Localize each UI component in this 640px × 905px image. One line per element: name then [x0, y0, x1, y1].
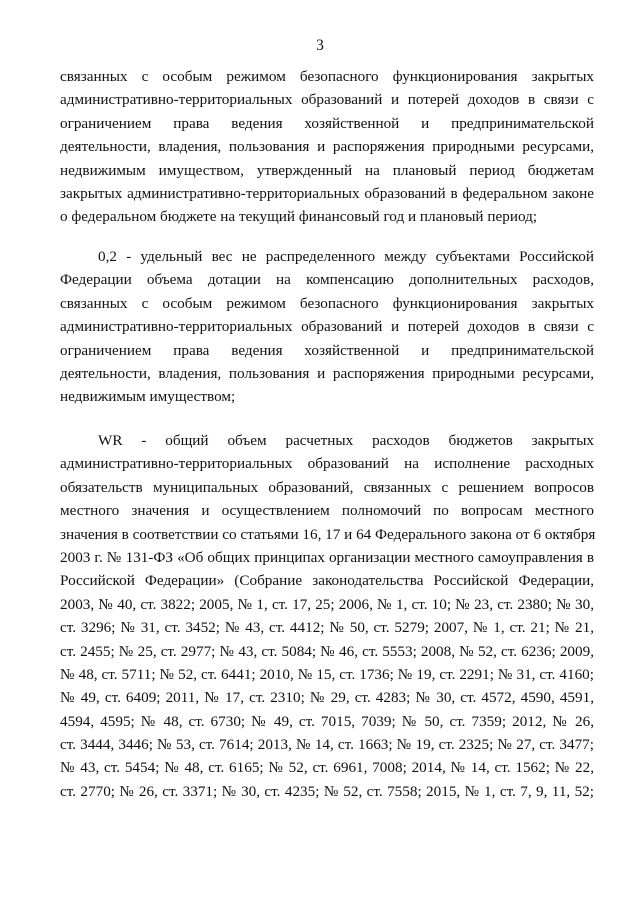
- text-line: административно-территориальных образований и потерей доходов в связи с: [60, 91, 594, 109]
- paragraph-1: [60, 65, 594, 229]
- text-line: № 43, ст. 5454; № 48, ст. 6165; № 52, ст. 6961, 7008; 2014, № 14, ст. 1562; № 22,: [60, 759, 594, 777]
- text-line: административно-территориальных образований на исполнение расходных: [60, 455, 594, 473]
- text-line: ограничением права ведения хозяйственной и предпринимательской: [60, 114, 594, 132]
- text-line: связанных с особым режимом безопасного функционирования закрытых: [60, 68, 594, 85]
- text-line: о федеральном бюджете на текущий финансовый год и плановый период;: [60, 208, 538, 226]
- text-line: недвижимым имуществом, утвержденный на плановый период бюджетам: [60, 161, 594, 179]
- text-line: 0,2 - удельный вес не распределенного между субъектами Российской: [98, 248, 594, 265]
- text-line: ст. 2770; № 26, ст. 3371; № 30, ст. 4235; № 52, ст. 7558; 2015, № 1, ст. 7, 9, 11, 52;: [60, 782, 594, 800]
- text-line: ст. 2455; № 25, ст. 2977; № 43, ст. 5084; № 46, ст. 5553; 2008, № 52, ст. 6236; 2009,: [60, 642, 594, 660]
- text-line: местного значения и осуществлением полномочий по вопросам местного: [60, 502, 594, 520]
- text-line: 4594, 4595; № 48, ст. 6730; № 49, ст. 7015, 7039; № 50, ст. 7359; 2012, № 26,: [60, 712, 594, 730]
- text-line: Российской Федерации» (Собрание законодательства Российской Федерации,: [60, 572, 594, 590]
- text-line: обязательств муниципальных образований, связанных с решением вопросов: [60, 478, 594, 496]
- text-line: административно-территориальных образований и потерей доходов в связи с: [60, 318, 594, 336]
- paragraph-3: [60, 429, 594, 803]
- text-line: закрытых административно-территориальных образований в федеральном законе: [60, 184, 594, 202]
- text-line: связанных с особым режимом безопасного функционирования закрытых: [60, 294, 594, 312]
- text-line: Федерации объема дотации на компенсацию дополнительных расходов,: [60, 271, 594, 289]
- text-line: 2003 г. № 131-ФЗ «Об общих принципах организации местного самоуправления в: [60, 548, 594, 566]
- text-line: № 48, ст. 5711; № 52, ст. 6441; 2010, № 15, ст. 1736; № 19, ст. 2291; № 31, ст. 4160;: [60, 665, 594, 683]
- paragraph-2: [60, 245, 594, 409]
- text-line: деятельности, владения, пользования и распоряжения природными ресурсами,: [60, 138, 594, 156]
- text-line: значения в соответствии со статьями 16, 17 и 64 Федерального закона от 6 октября: [60, 525, 596, 543]
- page-number: 3: [316, 37, 324, 54]
- text-line: ограничением права ведения хозяйственной и предпринимательской: [60, 341, 594, 359]
- text-line: недвижимым имуществом;: [60, 388, 236, 406]
- text-line: деятельности, владения, пользования и распоряжения природными ресурсами,: [60, 364, 594, 382]
- text-line: ст. 3444, 3446; № 53, ст. 7614; 2013, № 14, ст. 1663; № 19, ст. 2325; № 27, ст. 3477;: [60, 736, 594, 754]
- text-line: ст. 3296; № 31, ст. 3452; № 43, ст. 4412; № 50, ст. 5279; 2007, № 1, ст. 21; № 21,: [60, 619, 594, 637]
- text-line: WR - общий объем расчетных расходов бюджетов закрытых: [98, 432, 594, 449]
- text-line: 2003, № 40, ст. 3822; 2005, № 1, ст. 17, 25; 2006, № 1, ст. 10; № 23, ст. 2380; № 30,: [60, 595, 594, 613]
- text-line: № 49, ст. 6409; 2011, № 17, ст. 2310; № 29, ст. 4283; № 30, ст. 4572, 4590, 4591,: [60, 689, 594, 707]
